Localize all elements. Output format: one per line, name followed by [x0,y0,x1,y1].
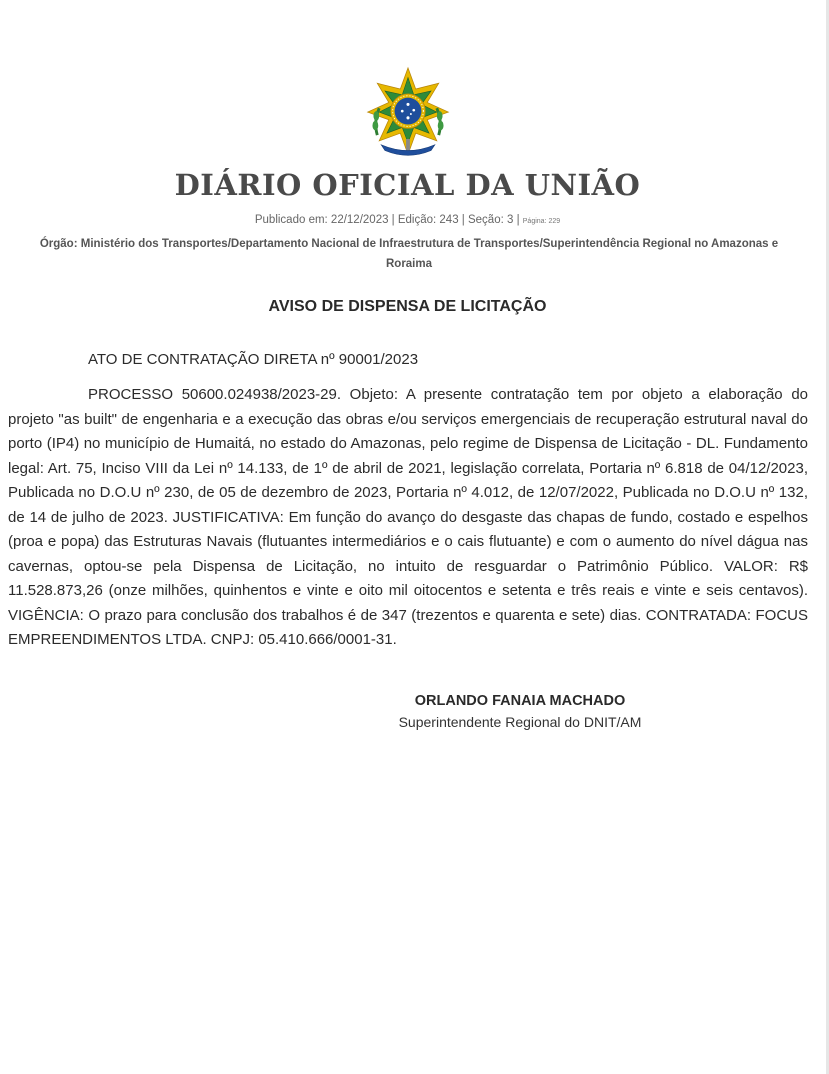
publication-info [0,214,815,226]
ato-line: ATO DE CONTRATAÇÃO DIRETA nº 90001/2023 [88,351,419,368]
page-number-label: Página: 229 [522,218,561,225]
masthead-title: DIÁRIO OFICIAL DA UNIÃO [174,168,641,202]
signer-name: ORLANDO FANAIA MACHADO [414,693,626,709]
orgao-line: Órgão: Ministério dos Transportes/Departamento Nacional de Infraestrutura de Transportes/Superintendência Regional no Amazonas e Roraima [39,238,779,270]
body-paragraph: PROCESSO 50600.024938/2023-29. Objeto: A presente contratação tem por objeto a elaboração do projeto "as built" de engenharia e a execução das obras e/ou serviços emergenciais de recuperação estrutural naval do porto (IP4) no município de Humaitá, no estado do Amazonas, pelo regime de Dispensa de Licitação - DL. Fundamento legal: Art. 75, Inciso VIII da Lei nº 14.133, de 1º de abril de 2021, legislação correlata, Portaria nº 6.818 de 04/12/2023, Publicada no D.O.U nº 230, de 05 de dezembro de 2023, Portaria nº 4.012, de 12/07/2022, Publicada no D.O.U nº 132, de 14 de julho de 2023. JUSTIFICATIVA: Em função do avanço do desgaste das chapas de fundo, costado e espelhos (proa e popa) das Estruturas Navais (flutuantes intermediários e o cais flutuante) e com o aumento do nível dágua nas cavernas, optou-se pela Dispensa de Licitação, no intuito de resguardar o Patrimônio Público. VALOR: R$ 11.528.873,26 (onze milhões, quinhentos e vinte e oito mil oitocentos e setenta e três reais e vinte e seis centavos). VIGÊNCIA: O prazo para conclusão dos trabalhos é de 347 (trezentos e quarenta e sete) dias. CONTRATADA: FOCUS EMPREENDIMENTOS LTDA. CNPJ: 05.410.666/0001-31. [8,386,808,648]
document-title: AVISO DE DISPENSA DE LICITAÇÃO [268,298,547,315]
brazil-coat-of-arms-icon [360,66,456,162]
publication-info-text: Publicado em: 22/12/2023 | Edição: 243 | Seção: 3 | [254,214,523,226]
signer-role: Superintendente Regional do DNIT/AM [398,714,642,730]
